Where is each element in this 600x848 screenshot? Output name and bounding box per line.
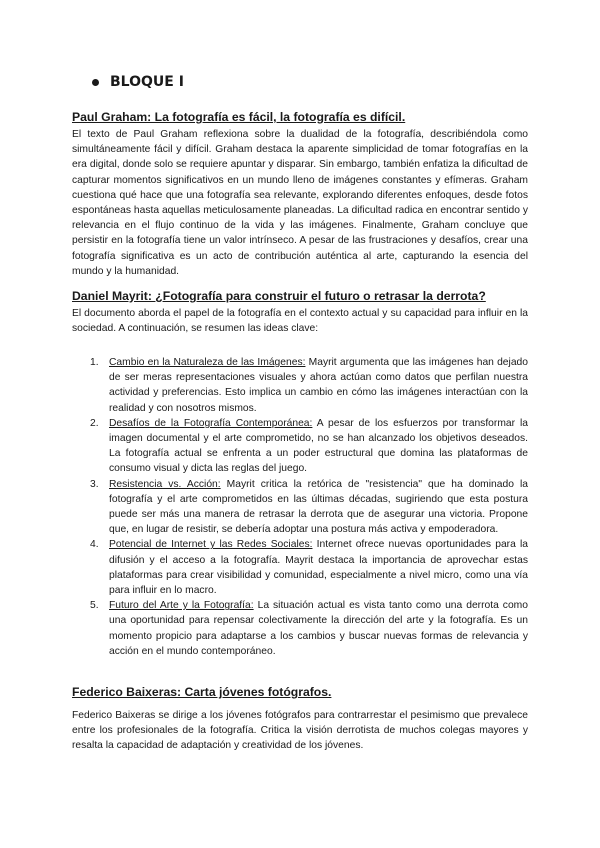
list-number: 1. bbox=[90, 357, 99, 368]
bullet-icon bbox=[92, 79, 99, 86]
mayrit-heading: Daniel Mayrit: ¿Fotografía para construir el futuro o retrasar la derrota? bbox=[72, 289, 486, 303]
list-item bbox=[90, 598, 528, 659]
list-term: Resistencia vs. Acción: bbox=[109, 478, 221, 490]
list-text: Internet ofrece nuevas oportunidades para la difusión y el acceso a la fotografía. Mayrit destaca la importancia de aprovechar estas plataformas para crear visibilidad y comunidad, especialmente a nivel micro, como una vía para influir en lo macro. bbox=[109, 539, 528, 597]
mayrit-intro: El documento aborda el papel de la fotografía en el contexto actual y su capacidad para influir en la sociedad. A continuación, se resumen las ideas clave: bbox=[72, 308, 528, 335]
list-item bbox=[90, 355, 528, 416]
bloque-title: BLOQUE I bbox=[110, 74, 184, 90]
list-term: Potencial de Internet y las Redes Sociales: bbox=[109, 539, 313, 551]
list-text: La situación actual es vista tanto como una derrota como una oportunidad para repensar colectivamente la dirección del arte y la fotografía. Es un momento propicio para adaptarse a los cambios y buscar nuevas formas de relevancia y acción en el mundo contemporáneo. bbox=[109, 600, 528, 657]
list-text: Mayrit critica la retórica de "resistencia" que ha dominado la fotografía y el arte comprometidos en las últimas décadas, sugiriendo que esta postura puede ser más una manera de retrasar la derrota que de asegurar una victoria. Propone que, en lugar de resistir, se debería adoptar una postura más activa y empoderadora. bbox=[109, 478, 528, 536]
list-term: Futuro del Arte y la Fotografía: bbox=[109, 600, 254, 612]
list-number: 2. bbox=[90, 417, 99, 429]
graham-section bbox=[72, 110, 528, 279]
baixeras-heading: Federico Baixeras: Carta jóvenes fotógrafos. bbox=[72, 685, 332, 699]
baixeras-body: Federico Baixeras se dirige a los jóvenes fotógrafos para contrarrestar el pesimismo que prevalece entre los profesionales de la fotografía. Critica la visión derrotista de muchos colegas mayores y resalta la capacidad de adaptación y creatividad de los jóvenes. bbox=[72, 710, 528, 752]
ideas-list bbox=[90, 355, 528, 659]
list-number: 5. bbox=[90, 600, 99, 612]
list-text: A pesar de los esfuerzos por transformar la imagen documental y el arte comprometido, no se han alcanzado los objetivos deseados. La fotografía actual se enfrenta a un poder estructural que domina las plataformas de consumo visual y dicta las reglas del juego. bbox=[109, 417, 529, 475]
list-number: 4. bbox=[90, 539, 99, 551]
list-term: Desafíos de la Fotografía Contemporánea: bbox=[109, 417, 313, 429]
list-item bbox=[90, 477, 528, 538]
graham-heading: Paul Graham: La fotografía es fácil, la fotografía es difícil. bbox=[72, 110, 406, 124]
list-item bbox=[90, 416, 528, 477]
baixeras-section bbox=[72, 685, 528, 754]
graham-body: El texto de Paul Graham reflexiona sobre la dualidad de la fotografía, describiéndola como simultáneamente fácil y difícil. Graham destaca la aparente simplicidad de tomar fotografías en la era digital, donde solo se requiere apuntar y disparar. Sin embargo, también enfatiza la dificultad de capturar momentos significativos en un mundo lleno de imágenes constantes y efímeras. Graham cuestiona qué hace que una fotografía sea relevante, explorando diferentes enfoques, desde fotos espontáneas hasta aquellas meticulosamente planeadas. La dificultad radica en encontrar sentido y relevancia en el flujo continuo de la vida y las imágenes. Finalmente, Graham concluye que persistir en la fotografía tiene un valor intrínseco. A pesar de las frustraciones y desafíos, crear una fotografía significativa es un acto de contribución auténtica al arte, capturando la esencia del mundo y la humanidad. bbox=[72, 129, 528, 277]
list-item bbox=[90, 537, 528, 598]
list-term: Cambio en la Naturaleza de las Imágenes: bbox=[109, 357, 306, 368]
mayrit-section bbox=[72, 289, 528, 336]
list-text: Mayrit argumenta que las imágenes han dejado de ser meras representaciones visuales y ahora actúan como datos que perfilan nuestra actividad y preferencias. Esto implica un cambio en cómo las imágenes interactúan con la realidad y con nosotros mismos. bbox=[109, 357, 529, 414]
bloque-heading bbox=[92, 74, 184, 90]
list-number: 3. bbox=[90, 478, 99, 490]
